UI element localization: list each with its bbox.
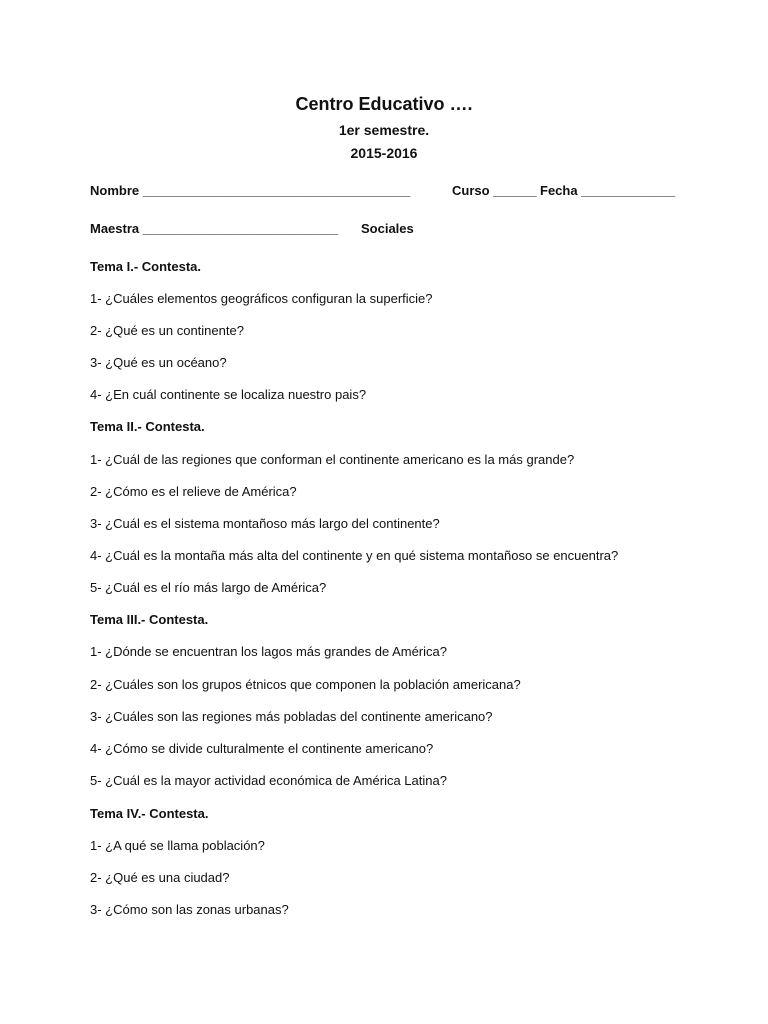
date-field[interactable]: Fecha _____________ [540, 183, 676, 198]
question-item: 3- ¿Cómo son las zonas urbanas? [90, 902, 289, 917]
school-title: Centro Educativo …. [295, 94, 473, 114]
semester-label: 1er semestre. [338, 122, 430, 138]
section-heading: Tema II.- Contesta. [90, 419, 205, 434]
question-item: 2- ¿Cómo es el relieve de América? [90, 484, 297, 499]
question-item: 1- ¿Dónde se encuentran los lagos más grandes de América? [90, 644, 447, 659]
question-item: 2- ¿Cuáles son los grupos étnicos que componen la población americana? [90, 677, 521, 692]
question-item: 3- ¿Cuáles son las regiones más pobladas del continente americano? [90, 709, 493, 724]
section-heading: Tema III.- Contesta. [90, 612, 209, 627]
question-item: 1- ¿Cuál de las regiones que conforman el continente americano es la más grande? [90, 452, 575, 467]
question-item: 3- ¿Cuál es el sistema montañoso más largo del continente? [90, 516, 440, 531]
question-item: 2- ¿Qué es un continente? [90, 323, 244, 338]
question-item: 4- ¿En cuál continente se localiza nuestro pais? [90, 387, 367, 402]
question-item: 1- ¿Cuáles elementos geográficos configuran la superficie? [90, 291, 433, 306]
section-heading: Tema I.- Contesta. [90, 259, 202, 274]
school-year: 2015-2016 [350, 145, 418, 161]
name-field[interactable]: Nombre _____________________________________ [90, 183, 411, 198]
question-item: 2- ¿Qué es una ciudad? [90, 870, 230, 885]
question-item: 4- ¿Cómo se divide culturalmente el continente americano? [90, 741, 434, 756]
question-item: 4- ¿Cuál es la montaña más alta del continente y en qué sistema montañoso se encuentra? [90, 548, 619, 563]
section-heading: Tema IV.- Contesta. [90, 806, 209, 821]
question-item: 1- ¿A qué se llama población? [90, 838, 265, 853]
question-item: 5- ¿Cuál es la mayor actividad económica de América Latina? [90, 773, 447, 788]
teacher-field[interactable]: Maestra ___________________________ [90, 221, 338, 236]
question-item: 5- ¿Cuál es el río más largo de América? [90, 580, 327, 595]
subject-label: Sociales [361, 221, 414, 236]
course-field[interactable]: Curso ______ [452, 183, 537, 198]
question-item: 3- ¿Qué es un océano? [90, 355, 227, 370]
